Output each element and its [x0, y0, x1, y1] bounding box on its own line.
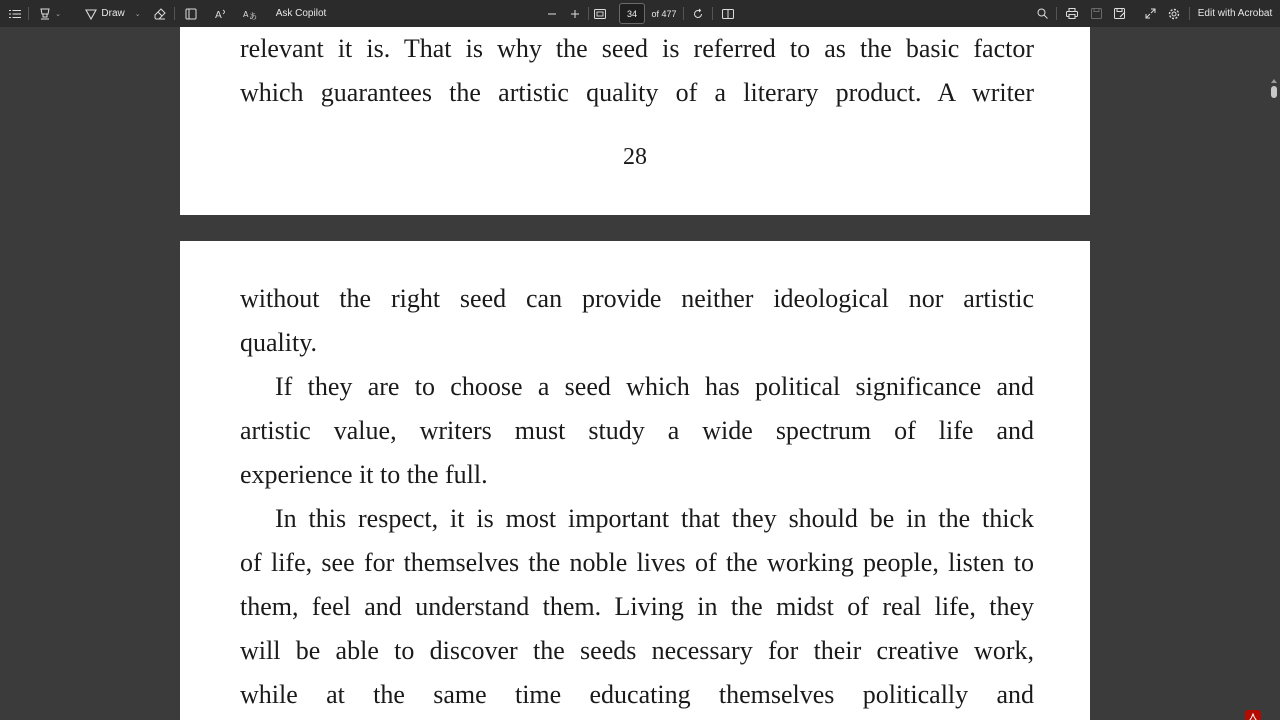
toolbar-divider [1189, 7, 1190, 20]
chevron-down-icon: ⌄ [134, 10, 141, 18]
page-total [650, 0, 678, 27]
draw-label: Draw [101, 8, 125, 19]
edit-with-acrobat-button[interactable] [1196, 0, 1274, 27]
gear-icon[interactable] [1165, 0, 1183, 27]
text-line: If they are to choose a seed which has political significance and [275, 372, 1034, 401]
chevron-down-icon: ⌄ [55, 10, 61, 18]
fullscreen-icon[interactable] [1141, 0, 1159, 27]
zoom-out-icon[interactable] [543, 0, 561, 27]
read-aloud-icon[interactable] [212, 0, 230, 27]
text-line: experience it to the full. [240, 460, 488, 489]
scroll-up-arrow-icon[interactable] [1271, 79, 1277, 83]
eraser-icon[interactable] [151, 0, 169, 27]
fit-page-icon[interactable] [591, 0, 609, 27]
draw-icon [85, 8, 97, 20]
highlight-button[interactable] [34, 0, 66, 27]
text-line: which guarantees the artistic quality of a literary product. A writer [240, 78, 1034, 107]
page-number-label: 28 [623, 144, 647, 170]
print-icon[interactable] [1063, 0, 1081, 27]
toolbar-divider [683, 7, 684, 20]
page-number-input[interactable] [619, 3, 645, 24]
text-line: artistic value, writers must study a wide spectrum of life and [240, 416, 1034, 445]
draw-button[interactable] [80, 0, 146, 27]
ask-copilot-button[interactable] [272, 0, 330, 27]
toolbar-divider [588, 7, 589, 20]
text-line: In this respect, it is most important that they should be in the thick [275, 504, 1034, 533]
svg-text:A: A [215, 9, 222, 20]
svg-text:あ: あ [249, 11, 257, 20]
document-viewport[interactable] [0, 27, 1280, 720]
search-icon[interactable] [1033, 0, 1051, 27]
pdf-toolbar [0, 0, 1280, 27]
svg-text:A: A [243, 9, 249, 19]
page-text [240, 277, 1034, 717]
pdf-page-previous [180, 27, 1090, 215]
two-page-icon[interactable] [719, 0, 737, 27]
toolbar-divider [28, 7, 29, 20]
text-line: relevant it is. That is why the seed is referred to as the basic factor [240, 34, 1034, 63]
page-view-icon[interactable] [182, 0, 200, 27]
toolbar-divider [1056, 7, 1057, 20]
toolbar-divider [174, 7, 175, 20]
vertical-scrollbar[interactable] [1268, 27, 1280, 720]
text-line: will be able to discover the seeds necessary for their creative work, [240, 636, 1034, 665]
translate-icon[interactable] [241, 0, 259, 27]
edit-with-acrobat-label: Edit with Acrobat [1197, 8, 1273, 19]
scroll-thumb[interactable] [1271, 86, 1277, 98]
page-text [240, 27, 1034, 115]
highlight-icon [39, 8, 51, 20]
toolbar-divider [712, 7, 713, 20]
text-line: while at the same time educating themselves politically and [240, 680, 1034, 709]
contents-icon[interactable] [6, 0, 24, 27]
text-line: quality. [240, 328, 318, 357]
save-as-icon[interactable] [1111, 0, 1129, 27]
acrobat-icon[interactable] [1245, 710, 1261, 720]
text-line: of life, see for themselves the noble lives of the working people, listen to [240, 548, 1034, 577]
text-line: without the right seed can provide neither ideological nor artistic [240, 284, 1034, 313]
save-icon[interactable] [1087, 0, 1105, 27]
page-total-label: of 477 [651, 8, 677, 19]
pdf-page-current [180, 241, 1090, 720]
ask-copilot-label: Ask Copilot [275, 8, 327, 19]
zoom-in-icon[interactable] [566, 0, 584, 27]
rotate-icon[interactable] [689, 0, 707, 27]
text-line: them, feel and understand them. Living in the midst of real life, they [240, 592, 1034, 621]
